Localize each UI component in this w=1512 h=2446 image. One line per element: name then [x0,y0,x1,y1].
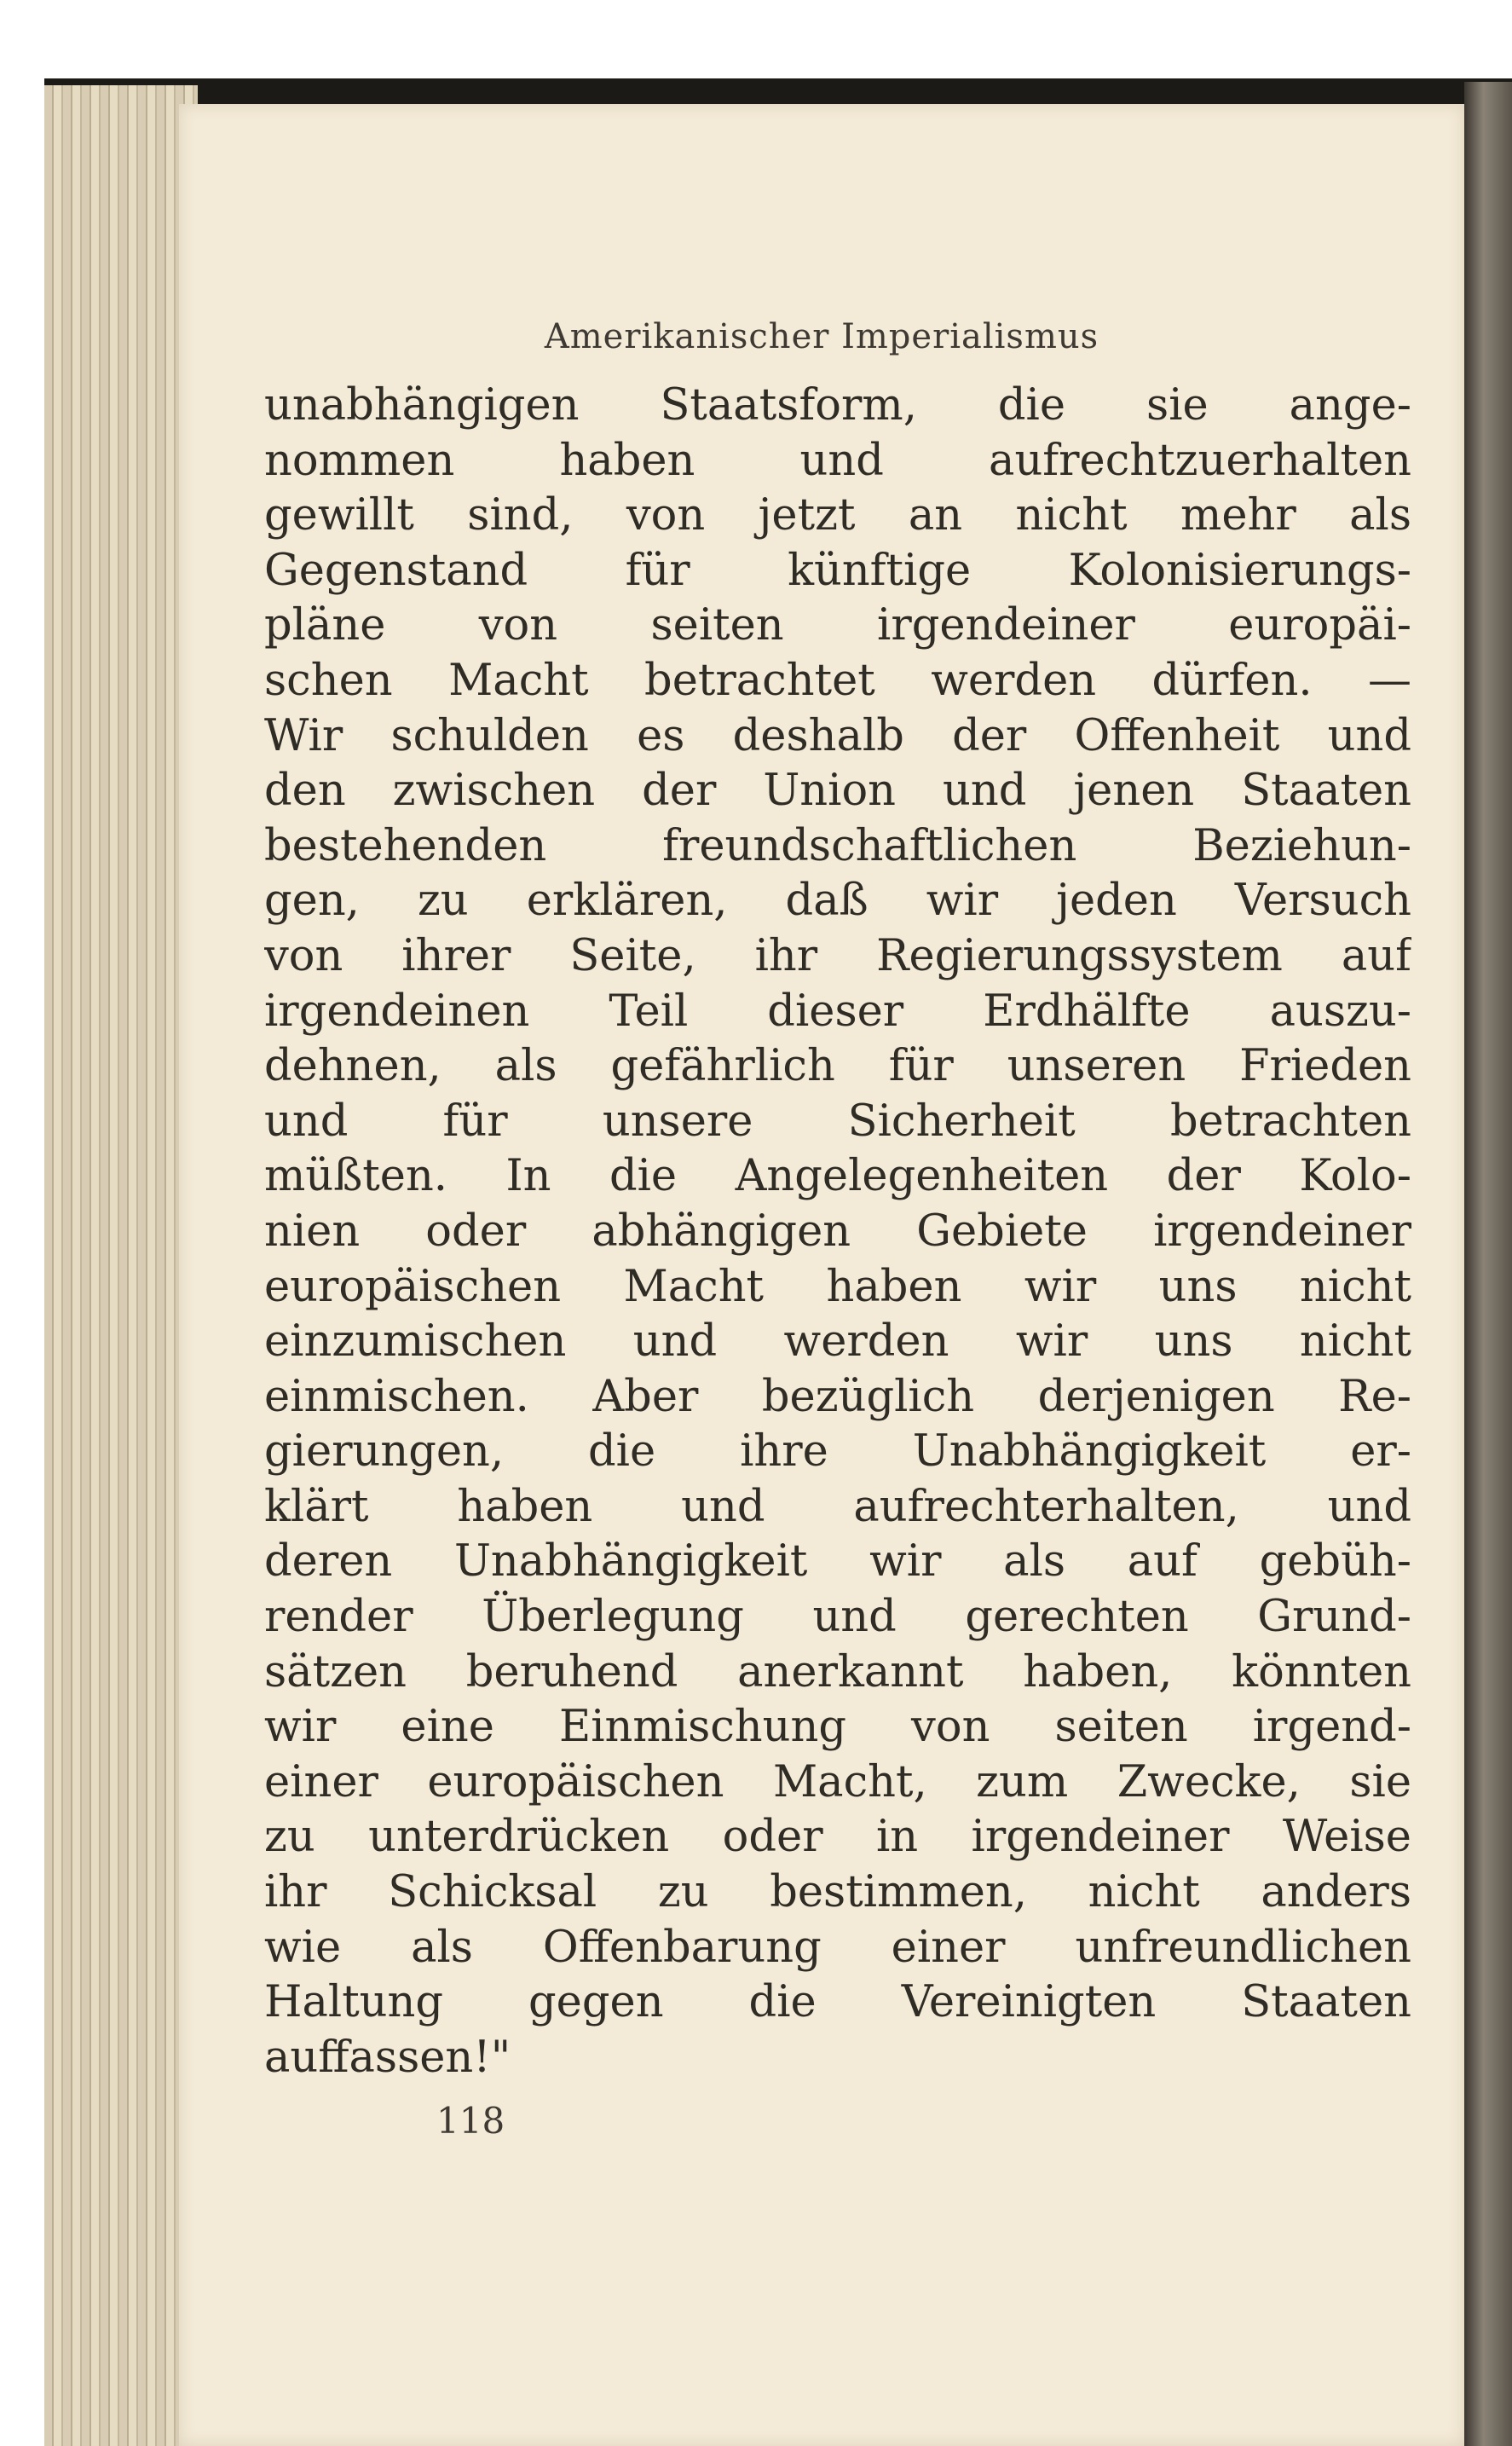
text-line: auffassen!" [264,2032,511,2083]
text-line: wir eine Einmischung von seiten irgend- [264,1702,1411,1753]
body-text [264,379,1411,2085]
text-line: müßten. In die Angelegenheiten der Kolo- [264,1151,1411,1202]
text-line: ihr Schicksal zu bestimmen, nicht anders [264,1867,1411,1918]
text-line: sätzen beruhend anerkannt haben, könnten [264,1646,1411,1697]
text-line: europäischen Macht haben wir uns nicht [264,1261,1411,1312]
text-line: Gegenstand für künftige Kolonisierungs- [264,545,1411,596]
text-line: zu unterdrücken oder in irgendeiner Weise [264,1812,1411,1863]
text-line: Haltung gegen die Vereinigten Staaten [264,1977,1411,2028]
text-line: nommen haben und aufrechtzuerhalten [264,435,1411,486]
text-line: Wir schulden es deshalb der Offenheit und [264,710,1411,761]
text-line: einzumischen und werden wir uns nicht [264,1316,1411,1368]
text-line: den zwischen der Union und jenen Staaten [264,766,1411,817]
text-line: irgendeinen Teil dieser Erdhälfte auszu- [264,986,1411,1037]
text-line: von ihrer Seite, ihr Regierungssystem auf [264,930,1411,981]
text-line: render Überlegung und gerechten Grund- [264,1592,1411,1643]
text-line: gewillt sind, von jetzt an nicht mehr als [264,490,1411,541]
text-line: pläne von seiten irgendeiner europäi- [264,600,1411,651]
text-line: unabhängigen Staatsform, die sie ange- [264,380,1411,431]
text-line: einer europäischen Macht, zum Zwecke, sie [264,1756,1411,1807]
text-line: bestehenden freundschaftlichen Beziehun- [264,820,1411,871]
text-line: schen Macht betrachtet werden dürfen. — [264,655,1411,706]
text-line: wie als Offenbarung einer unfreundlichen [264,1922,1411,1973]
text-line: nien oder abhängigen Gebiete irgendeiner [264,1206,1411,1257]
text-line: und für unsere Sicherheit betrachten [264,1096,1411,1147]
page-number: 118 [436,2100,505,2142]
text-line: gierungen, die ihre Unabhängigkeit er- [264,1426,1411,1477]
text-line: gen, zu erklären, daß wir jeden Versuch [264,876,1411,927]
page-edges [44,85,198,2446]
book-spine [1464,82,1512,2446]
text-line: dehnen, als gefährlich für unseren Frieden [264,1041,1411,1092]
text-line: einmischen. Aber bezüglich derjenigen Re- [264,1371,1411,1422]
text-line: klärt haben und aufrechterhalten, und [264,1481,1411,1532]
running-header: Amerikanischer Imperialismus [544,317,1099,356]
text-line: deren Unabhängigkeit wir als auf gebüh- [264,1536,1411,1587]
